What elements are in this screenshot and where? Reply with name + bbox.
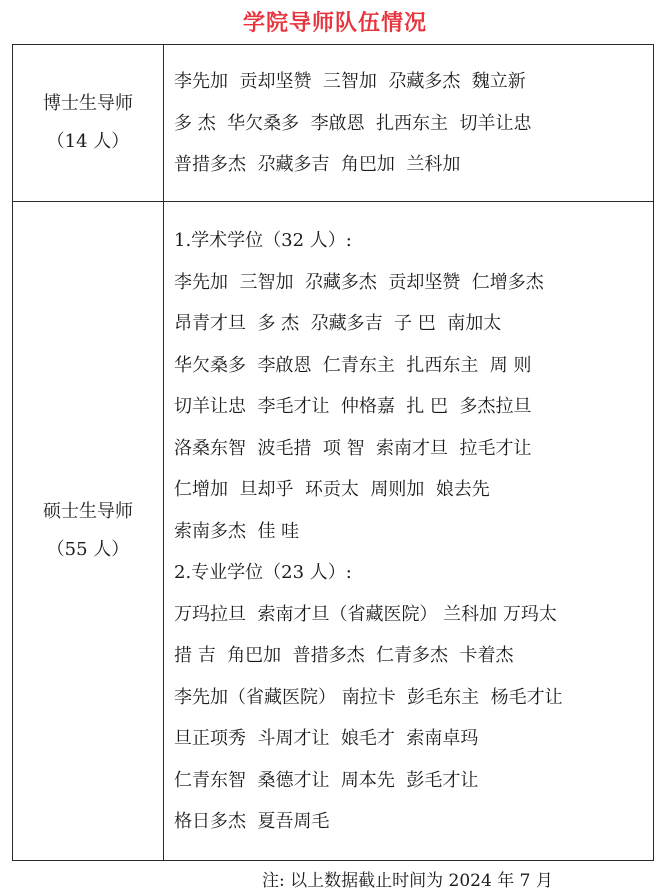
master-names-line: 仁增加 旦却乎 环贡太 周则加 娘去先	[174, 479, 490, 500]
master-count: （55 人）	[46, 539, 130, 560]
master-names-line: 华欠桑多 李啟恩 仁青东主 扎西东主 周 则	[174, 354, 532, 376]
master-label: 硕士生导师	[43, 501, 133, 522]
master-names-line: 措 吉 角巴加 普措多杰 仁青多杰 卡着杰	[174, 645, 514, 666]
academic-degree-heading: 1.学术学位（32 人）:	[174, 230, 352, 251]
master-names-line: 切羊让忠 李毛才让 仲格嘉 扎 巴 多杰拉旦	[174, 396, 532, 417]
phd-label-cell	[13, 45, 164, 201]
phd-names-line: 李先加 贡却坚赞 三智加 尕藏多杰 魏立新	[174, 71, 526, 92]
master-names-cell	[164, 202, 653, 860]
master-names-line: 旦正项秀 斗周才让 娘毛才 索南卓玛	[174, 728, 479, 749]
master-names-line: 万玛拉旦 索南才旦（省藏医院） 兰科加 万玛太	[174, 603, 557, 625]
master-names-line: 洛桑东智 波毛措 项 智 索南才旦 拉毛才让	[174, 437, 532, 459]
master-names-line: 仁青东智 桑德才让 周本先 彭毛才让	[174, 769, 479, 791]
master-names-line: 昂青才旦 多 杰 尕藏多吉 子 巴 南加太	[174, 313, 502, 334]
phd-names-line: 普措多杰 尕藏多吉 角巴加 兰科加	[174, 154, 461, 175]
master-names-line: 李先加（省藏医院） 南拉卡 彭毛东主 杨毛才让	[174, 686, 563, 708]
master-names-line: 索南多杰 佳 哇	[174, 520, 300, 542]
supervisor-table	[12, 44, 654, 861]
phd-label: 博士生导师	[43, 93, 133, 114]
master-names-line: 格日多杰 夏吾周毛	[174, 811, 330, 832]
professional-degree-heading: 2.专业学位（23 人）:	[174, 562, 352, 583]
data-cutoff-note: 注: 以上数据截止时间为 2024 年 7 月	[262, 871, 553, 891]
master-names-line: 李先加 三智加 尕藏多杰 贡却坚赞 仁增多杰	[174, 271, 544, 293]
table-row-phd	[13, 45, 653, 202]
table-row-master	[13, 202, 653, 860]
phd-names-line: 多 杰 华欠桑多 李啟恩 扎西东主 切羊让忠	[174, 112, 532, 134]
phd-names-cell	[164, 45, 653, 201]
master-label-cell	[13, 202, 164, 860]
page-title: 学院导师队伍情况	[242, 11, 427, 36]
phd-count: （14 人）	[46, 131, 130, 152]
